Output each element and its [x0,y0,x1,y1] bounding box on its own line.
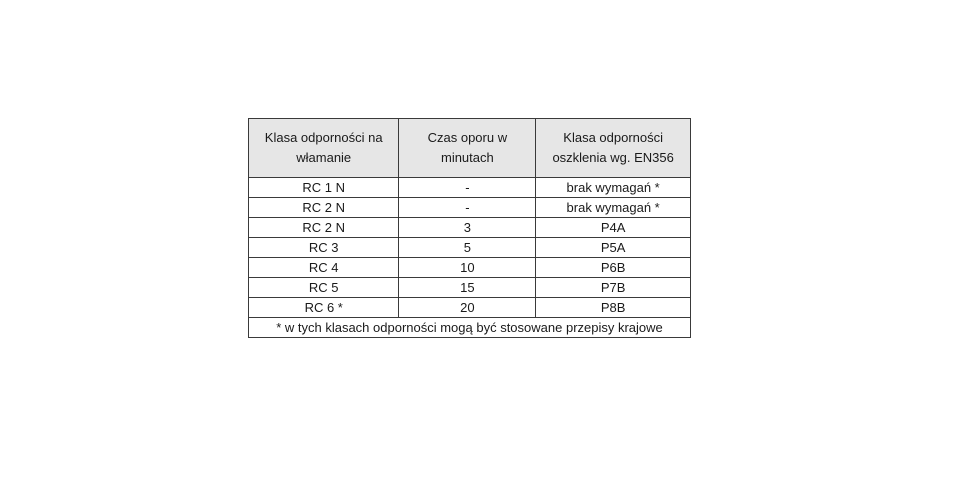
cell-burglary-class: RC 2 N [249,218,399,238]
cell-resistance-time: 5 [399,238,536,258]
resistance-class-table [248,118,691,338]
table-body [249,178,691,338]
resistance-class-table-container [248,118,691,338]
header-burglary-class-line2: włamanie [296,150,352,165]
cell-burglary-class: RC 2 N [249,198,399,218]
footnote-row [249,318,691,338]
header-burglary-class-line1: Klasa odporności na [264,130,383,145]
cell-resistance-time: - [399,198,536,218]
table-row [249,178,691,198]
cell-burglary-class: RC 3 [249,238,399,258]
table-row [249,258,691,278]
cell-glazing-class: P6B [536,258,691,278]
cell-resistance-time: 15 [399,278,536,298]
header-resistance-time-line1: Czas oporu w [427,130,508,145]
header-burglary-class [249,119,399,178]
cell-glazing-class: brak wymagań * [536,178,691,198]
header-resistance-time-line2: minutach [440,150,494,165]
cell-glazing-class: P4A [536,218,691,238]
header-glazing-class-line1: Klasa odporności [563,130,664,145]
table-row [249,198,691,218]
cell-glazing-class: P7B [536,278,691,298]
cell-glazing-class: P5A [536,238,691,258]
table-header [249,119,691,178]
footnote: * w tych klasach odporności mogą być stosowane przepisy krajowe [249,318,691,338]
cell-burglary-class: RC 5 [249,278,399,298]
table-row [249,238,691,258]
cell-burglary-class: RC 1 N [249,178,399,198]
cell-resistance-time: 20 [399,298,536,318]
table-row [249,218,691,238]
cell-burglary-class: RC 4 [249,258,399,278]
header-glazing-class [536,119,691,178]
table-row [249,278,691,298]
header-resistance-time [399,119,536,178]
cell-resistance-time: 3 [399,218,536,238]
cell-resistance-time: - [399,178,536,198]
header-row [249,119,691,178]
table-row [249,298,691,318]
cell-glazing-class: brak wymagań * [536,198,691,218]
cell-glazing-class: P8B [536,298,691,318]
cell-resistance-time: 10 [399,258,536,278]
header-glazing-class-line2: oszklenia wg. EN356 [552,150,674,165]
cell-burglary-class: RC 6 * [249,298,399,318]
